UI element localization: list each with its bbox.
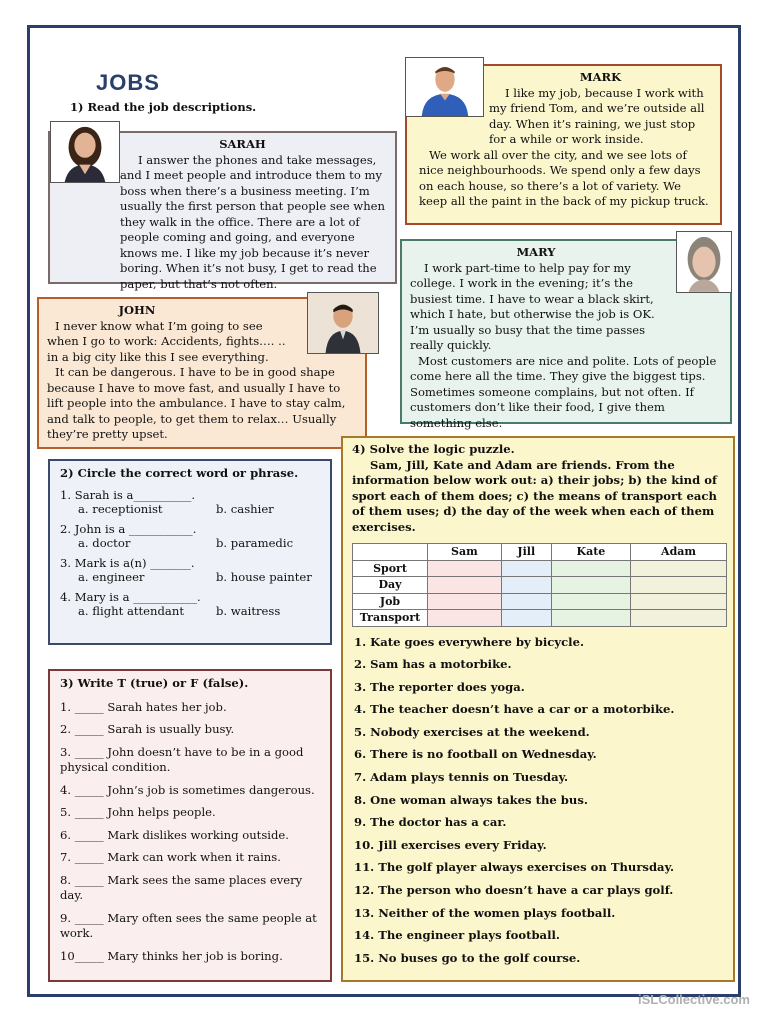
john-photo bbox=[307, 292, 379, 354]
sec2-option-a: a. flight attendant bbox=[78, 604, 184, 618]
sec2-option-a: a. engineer bbox=[78, 570, 145, 584]
grid-cell[interactable] bbox=[551, 560, 630, 577]
sec2-item bbox=[60, 590, 320, 618]
tf-item: 1. _____ Sarah hates her job. bbox=[60, 699, 227, 714]
grid-cell[interactable] bbox=[631, 560, 727, 577]
grid-row-header: Job bbox=[353, 593, 428, 610]
grid-cell[interactable] bbox=[501, 560, 551, 577]
sec2-option-a: a. doctor bbox=[78, 536, 131, 550]
clue-item: 13. Neither of the women plays football. bbox=[354, 905, 616, 920]
tf-item: 3. _____ John doesn’t have to be in a good physical condition. bbox=[60, 744, 304, 774]
clue-item: 10. Jill exercises every Friday. bbox=[354, 837, 547, 852]
grid-cell[interactable] bbox=[501, 577, 551, 594]
clue-item: 3. The reporter does yoga. bbox=[354, 679, 525, 694]
clue-item: 1. Kate goes everywhere by bicycle. bbox=[354, 634, 584, 649]
clue-item: 5. Nobody exercises at the weekend. bbox=[354, 724, 590, 739]
tf-item: 6. _____ Mark dislikes working outside. bbox=[60, 827, 289, 842]
page-title: JOBS bbox=[96, 70, 160, 95]
mary-p2: Most customers are nice and polite. Lots of people come here all the time. They give the biggest tips. Sometimes someone complains, but not often. If customers don’t like their food, I give them something else. bbox=[410, 353, 717, 430]
section-3-box bbox=[48, 669, 332, 982]
sarah-text: I answer the phones and take messages, and I meet people and introduce them to my boss when there’s a business meeting. I’m usually the first person that people see when they walk in the office. There are a lot of people coming and going, and everyone knows me. I like my job because it’s never boring. When it’s not busy, I get to read the paper, but that’s not often. bbox=[120, 152, 385, 291]
watermark: iSLCollective.com bbox=[638, 992, 750, 1007]
grid-cell[interactable] bbox=[428, 560, 502, 577]
sec2-question: 4. Mary is a ___________. bbox=[60, 590, 201, 604]
sec2-question: 1. Sarah is a__________. bbox=[60, 488, 196, 502]
grid-cell[interactable] bbox=[551, 610, 630, 627]
clue-item: 15. No buses go to the golf course. bbox=[354, 950, 581, 965]
sec2-option-b: b. waitress bbox=[216, 604, 281, 618]
mark-photo bbox=[405, 57, 484, 117]
sec2-option-b: b. house painter bbox=[216, 570, 312, 584]
john-name: JOHN bbox=[118, 303, 156, 317]
grid-cell[interactable] bbox=[428, 610, 502, 627]
section-2-box bbox=[48, 459, 332, 645]
clue-item: 4. The teacher doesn’t have a car or a motorbike. bbox=[354, 702, 675, 717]
tf-item: 7. _____ Mark can work when it rains. bbox=[60, 850, 281, 864]
mark-p1: I like my job, because I work with my friend Tom, and we’re outside all day. When it’s raining, we just stop for a while or work inside. bbox=[489, 85, 705, 146]
grid-row-header: Transport bbox=[353, 610, 428, 627]
mark-p2: We work all over the city, and we see lots of nice neighbourhoods. We spend only a few days on each house, so there’s a lot of variety. We keep all the paint in the back of my pickup truck. bbox=[419, 147, 709, 208]
mark-name: MARK bbox=[579, 70, 622, 84]
sec2-option-b: b. paramedic bbox=[216, 536, 294, 550]
john-p2: It can be dangerous. I have to be in good shape because I have to move fast, and usually I have to lift people into the ambulance. I have to stay calm, and talk to people, to get them to relax… Usually they’re pretty upset. bbox=[47, 365, 346, 441]
clue-item: 9. The doctor has a car. bbox=[354, 815, 507, 830]
grid-cell[interactable] bbox=[501, 610, 551, 627]
clue-item: 14. The engineer plays football. bbox=[354, 928, 560, 943]
tf-item: 9. _____ Mary often sees the same people at work. bbox=[60, 910, 317, 940]
tf-item: 5. _____ John helps people. bbox=[60, 805, 216, 819]
section-2-heading: 2) Circle the correct word or phrase. bbox=[60, 466, 299, 480]
tf-item: 10_____ Mary thinks her job is boring. bbox=[60, 948, 283, 963]
grid-cell[interactable] bbox=[501, 593, 551, 610]
sec2-item bbox=[60, 488, 320, 516]
mary-photo bbox=[676, 231, 732, 293]
sec2-option-b: b. cashier bbox=[216, 502, 274, 516]
grid-cell[interactable] bbox=[631, 577, 727, 594]
logic-puzzle-grid bbox=[352, 543, 727, 627]
sec2-question: 3. Mark is a(n) _______. bbox=[60, 556, 195, 570]
grid-cell[interactable] bbox=[631, 610, 727, 627]
sarah-name: SARAH bbox=[219, 137, 266, 151]
clue-item: 11. The golf player always exercises on Thursday. bbox=[354, 860, 675, 875]
sec2-item bbox=[60, 522, 320, 550]
grid-row-header: Sport bbox=[353, 560, 428, 577]
section-4-heading: 4) Solve the logic puzzle. bbox=[352, 442, 515, 456]
mary-p1: I work part-time to help pay for my college. I work in the evening; it’s the busiest time. I have to wear a black skirt, which I hate, but otherwise the job is OK. I’m usually so busy that the time passes really quickly. bbox=[410, 260, 655, 352]
section-4-box bbox=[341, 436, 735, 982]
grid-cell[interactable] bbox=[551, 593, 630, 610]
mary-name: MARY bbox=[516, 245, 556, 259]
clue-item: 6. There is no football on Wednesday. bbox=[354, 747, 597, 762]
grid-col-header: Sam bbox=[428, 544, 502, 561]
grid-row-header: Day bbox=[353, 577, 428, 594]
tf-item: 4. _____ John’s job is sometimes dangerous. bbox=[60, 782, 315, 797]
tf-item: 8. _____ Mark sees the same places every day. bbox=[60, 872, 303, 902]
sarah-photo bbox=[50, 121, 120, 183]
grid-cell[interactable] bbox=[428, 593, 502, 610]
section-3-heading: 3) Write T (true) or F (false). bbox=[60, 676, 249, 690]
grid-cell[interactable] bbox=[428, 577, 502, 594]
section-4-intro: Sam, Jill, Kate and Adam are friends. From the information below work out: a) their jobs; b) the kind of sport each of them does; c) the means of transport each of them uses; d) the day of the week when each of them exercises. bbox=[352, 457, 717, 534]
grid-col-header: Kate bbox=[551, 544, 630, 561]
grid-corner bbox=[353, 544, 428, 561]
instruction-1: 1) Read the job descriptions. bbox=[70, 100, 257, 114]
sec2-item bbox=[60, 556, 320, 584]
grid-col-header: Jill bbox=[501, 544, 551, 561]
john-p1: I never know what I’m going to see when I go to work: Accidents, fights…. .. in a big city like this I see everything. bbox=[47, 318, 286, 364]
clue-item: 2. Sam has a motorbike. bbox=[354, 657, 512, 672]
tf-item: 2. _____ Sarah is usually busy. bbox=[60, 722, 235, 736]
grid-col-header: Adam bbox=[631, 544, 727, 561]
sec2-option-a: a. receptionist bbox=[78, 502, 163, 516]
clue-item: 7. Adam plays tennis on Tuesday. bbox=[354, 770, 569, 785]
sec2-question: 2. John is a ___________. bbox=[60, 522, 197, 536]
clue-item: 8. One woman always takes the bus. bbox=[354, 792, 588, 807]
clue-list bbox=[352, 631, 724, 970]
grid-cell[interactable] bbox=[551, 577, 630, 594]
grid-cell[interactable] bbox=[631, 593, 727, 610]
clue-item: 12. The person who doesn’t have a car plays golf. bbox=[354, 883, 674, 898]
